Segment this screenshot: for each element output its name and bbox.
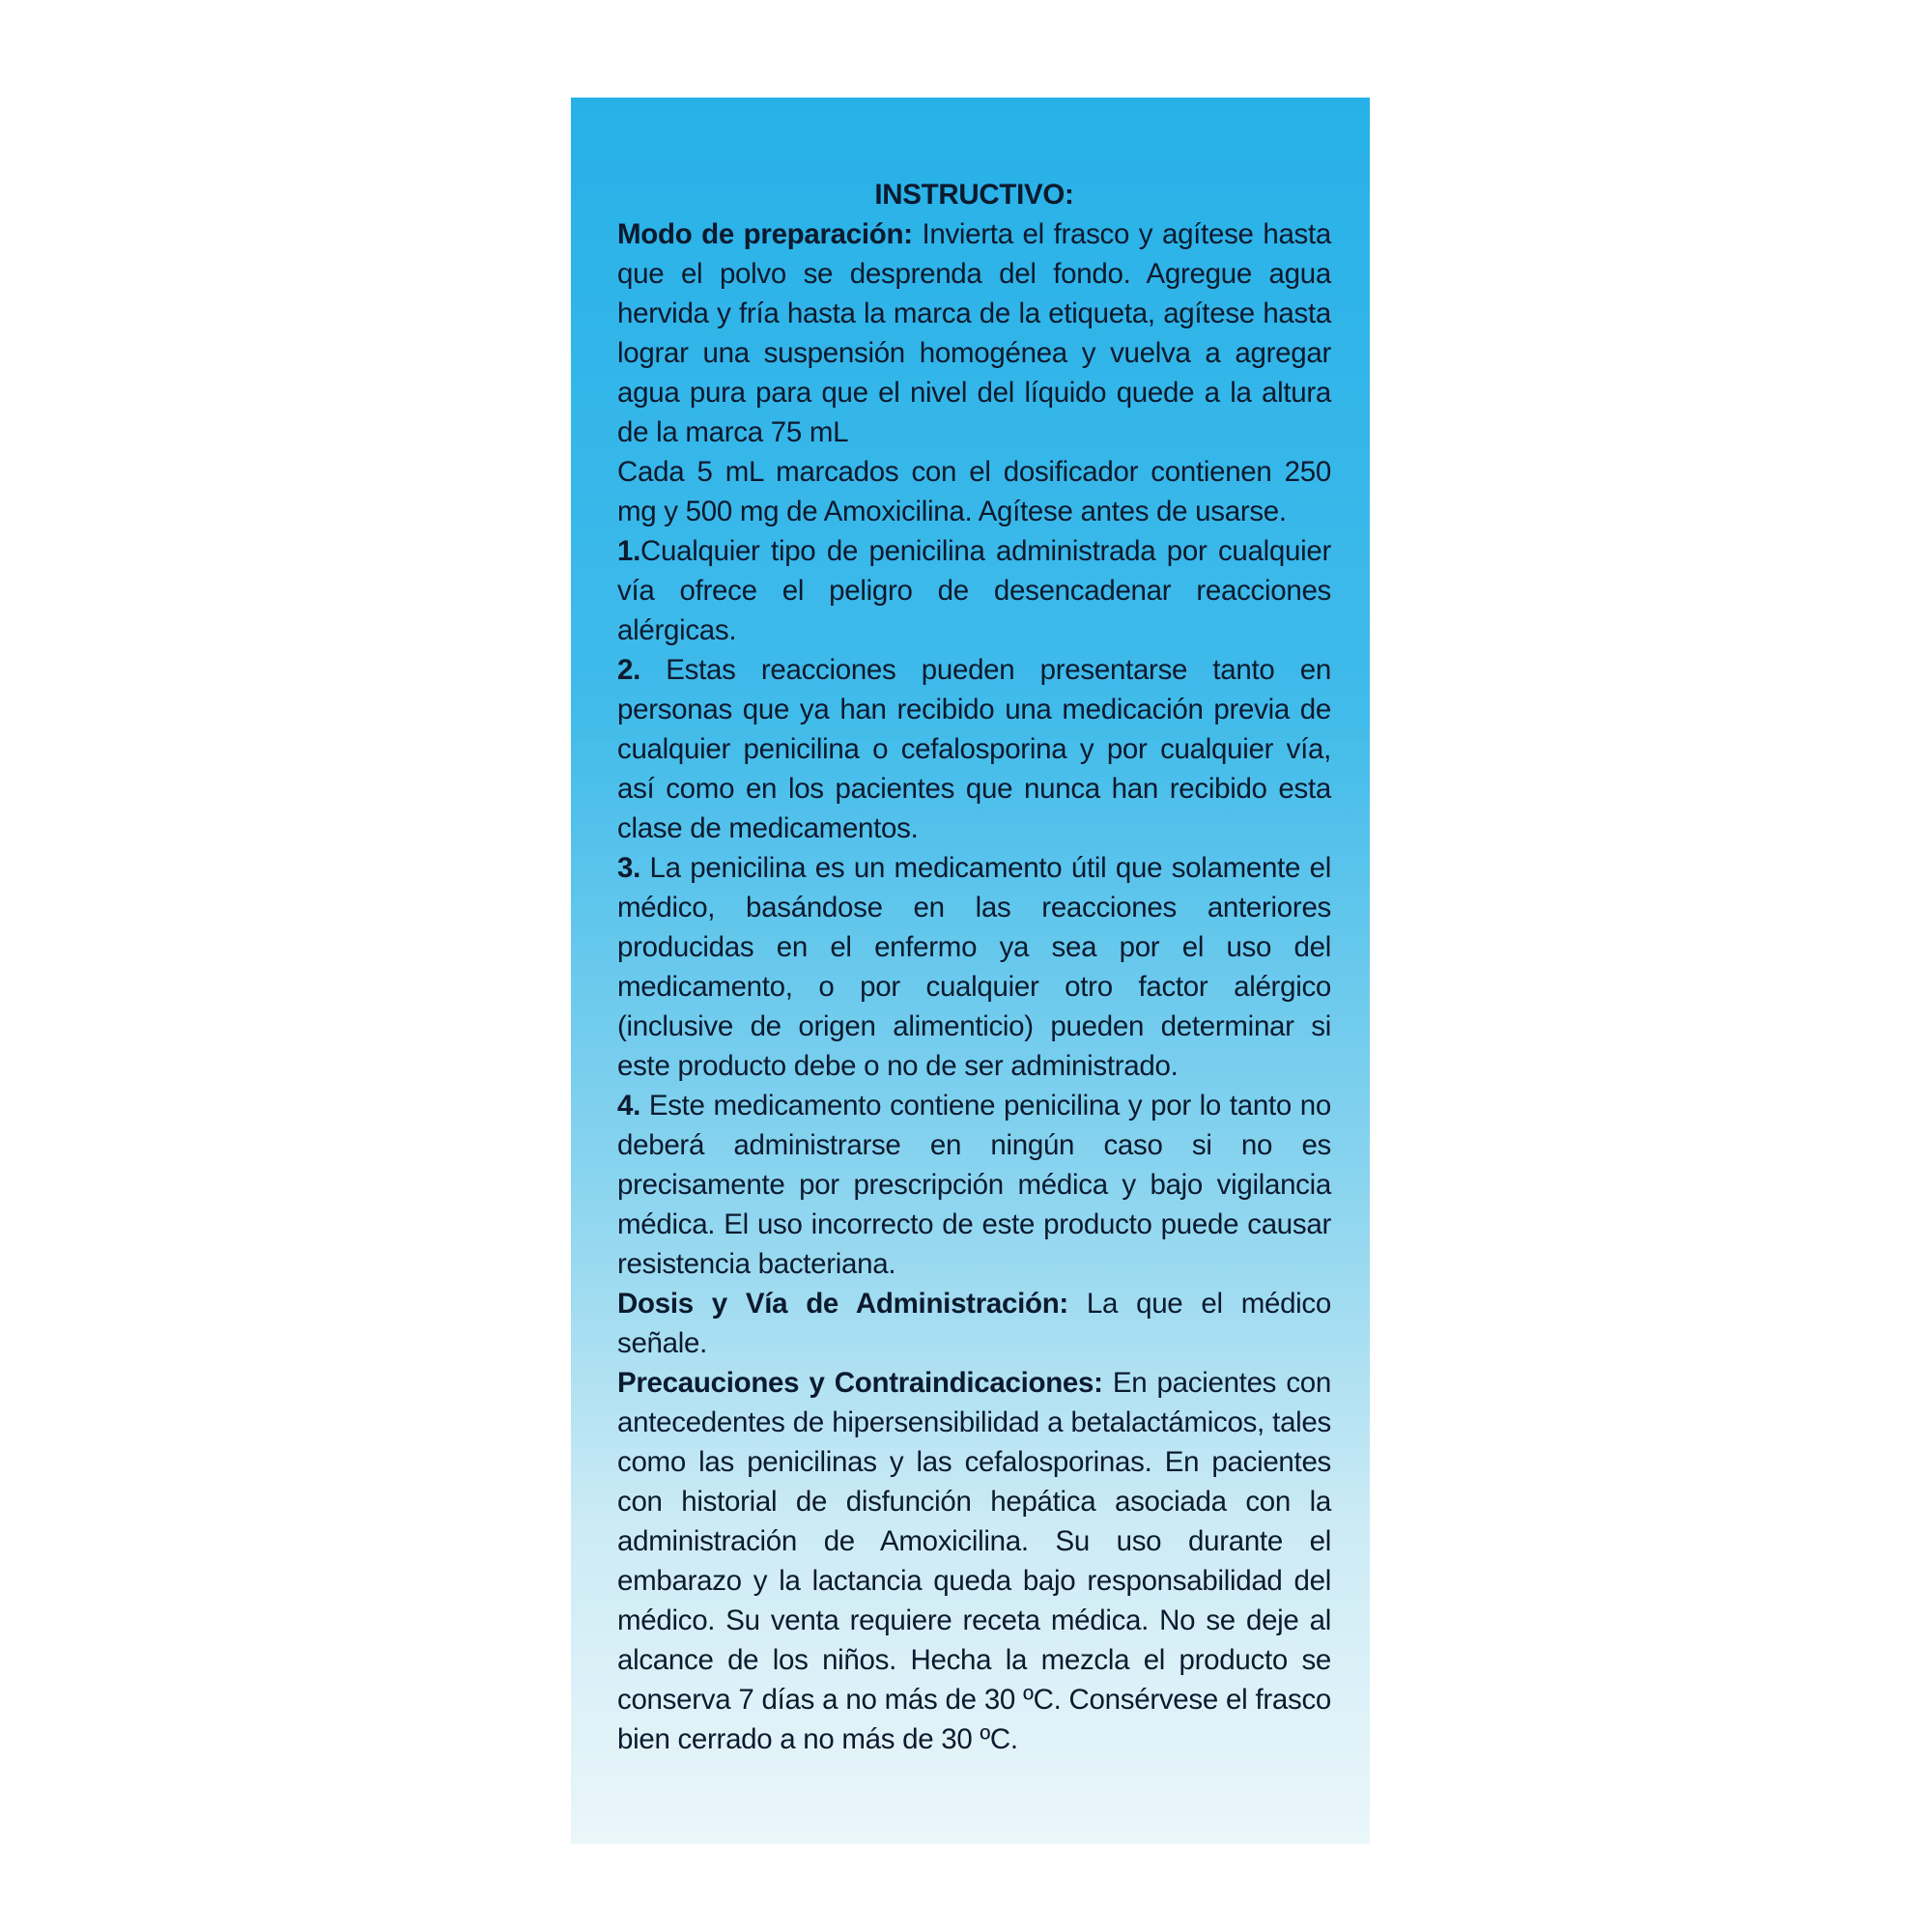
section-text: Estas reacciones pueden presentarse tanto en personas que ya han recibido una medicación previa de cualquier penicilina o cefalosporina y por cualquier vía, así como en los pacientes que nunca han recibido esta clase de medicamentos. bbox=[617, 654, 1331, 844]
section-dosage-content bbox=[617, 452, 1331, 531]
section-text: Cada 5 mL marcados con el dosificador contienen 250 mg y 500 mg de Amoxicilina. Agítese antes de usarse. bbox=[617, 456, 1331, 527]
section-lead: 1. bbox=[617, 535, 641, 567]
section-lead: Precauciones y Contraindicaciones: bbox=[617, 1367, 1103, 1399]
section-lead: 2. bbox=[617, 654, 641, 686]
section-warning-1 bbox=[617, 531, 1331, 650]
section-preparation bbox=[617, 214, 1331, 452]
section-warning-2 bbox=[617, 650, 1331, 848]
section-warning-3 bbox=[617, 848, 1331, 1086]
section-text: Cualquier tipo de penicilina administrada por cualquier vía ofrece el peligro de desencadenar reacciones alérgicas. bbox=[617, 535, 1331, 646]
instructions-title: INSTRUCTIVO: bbox=[874, 179, 1074, 211]
section-text: En pacientes con antecedentes de hipersensibilidad a betalactámicos, tales como las penicilinas y las cefalosporinas. En pacientes con historial de disfunción hepática asociada con la administración de Amoxicilina. Su uso durante el embarazo y la lactancia queda bajo responsabilidad del médico. Su venta requiere receta médica. No se deje al alcance de los niños. Hecha la mezcla el producto se conserva 7 días a no más de 30 ºC. Consérvese el frasco bien cerrado a no más de 30 ºC. bbox=[617, 1367, 1332, 1755]
section-text: Invierta el frasco y agítese hasta que el polvo se desprenda del fondo. Agregue agua hervida y fría hasta la marca de la etiqueta, agítese hasta lograr una suspensión homogénea y vuelva a agregar agua pura para que el nivel del líquido quede a la altura de la marca 75 mL bbox=[617, 218, 1331, 448]
instructions-text bbox=[617, 175, 1331, 1759]
section-dose-route bbox=[617, 1284, 1331, 1363]
section-lead: 4. bbox=[617, 1090, 641, 1122]
section-lead: Modo de preparación: bbox=[617, 218, 913, 250]
section-text: La penicilina es un medicamento útil que solamente el médico, basándose en las reacciones anteriores producidas en el enfermo ya sea por el uso del medicamento, o por cualquier otro factor alérgico (inclusive de origen alimenticio) pueden determinar si este producto debe o no de ser administrado. bbox=[617, 852, 1331, 1082]
package-panel bbox=[571, 98, 1370, 1844]
section-warning-4 bbox=[617, 1086, 1331, 1284]
section-text: La que el médico señale. bbox=[617, 1288, 1331, 1359]
section-lead: 3. bbox=[617, 852, 641, 884]
section-lead: Dosis y Vía de Administración: bbox=[617, 1288, 1068, 1320]
section-precautions bbox=[617, 1363, 1331, 1759]
section-text: Este medicamento contiene penicilina y por lo tanto no deberá administrarse en ningún caso si no es precisamente por prescripción médica y bajo vigilancia médica. El uso incorrecto de este producto puede causar resistencia bacteriana. bbox=[617, 1090, 1331, 1280]
